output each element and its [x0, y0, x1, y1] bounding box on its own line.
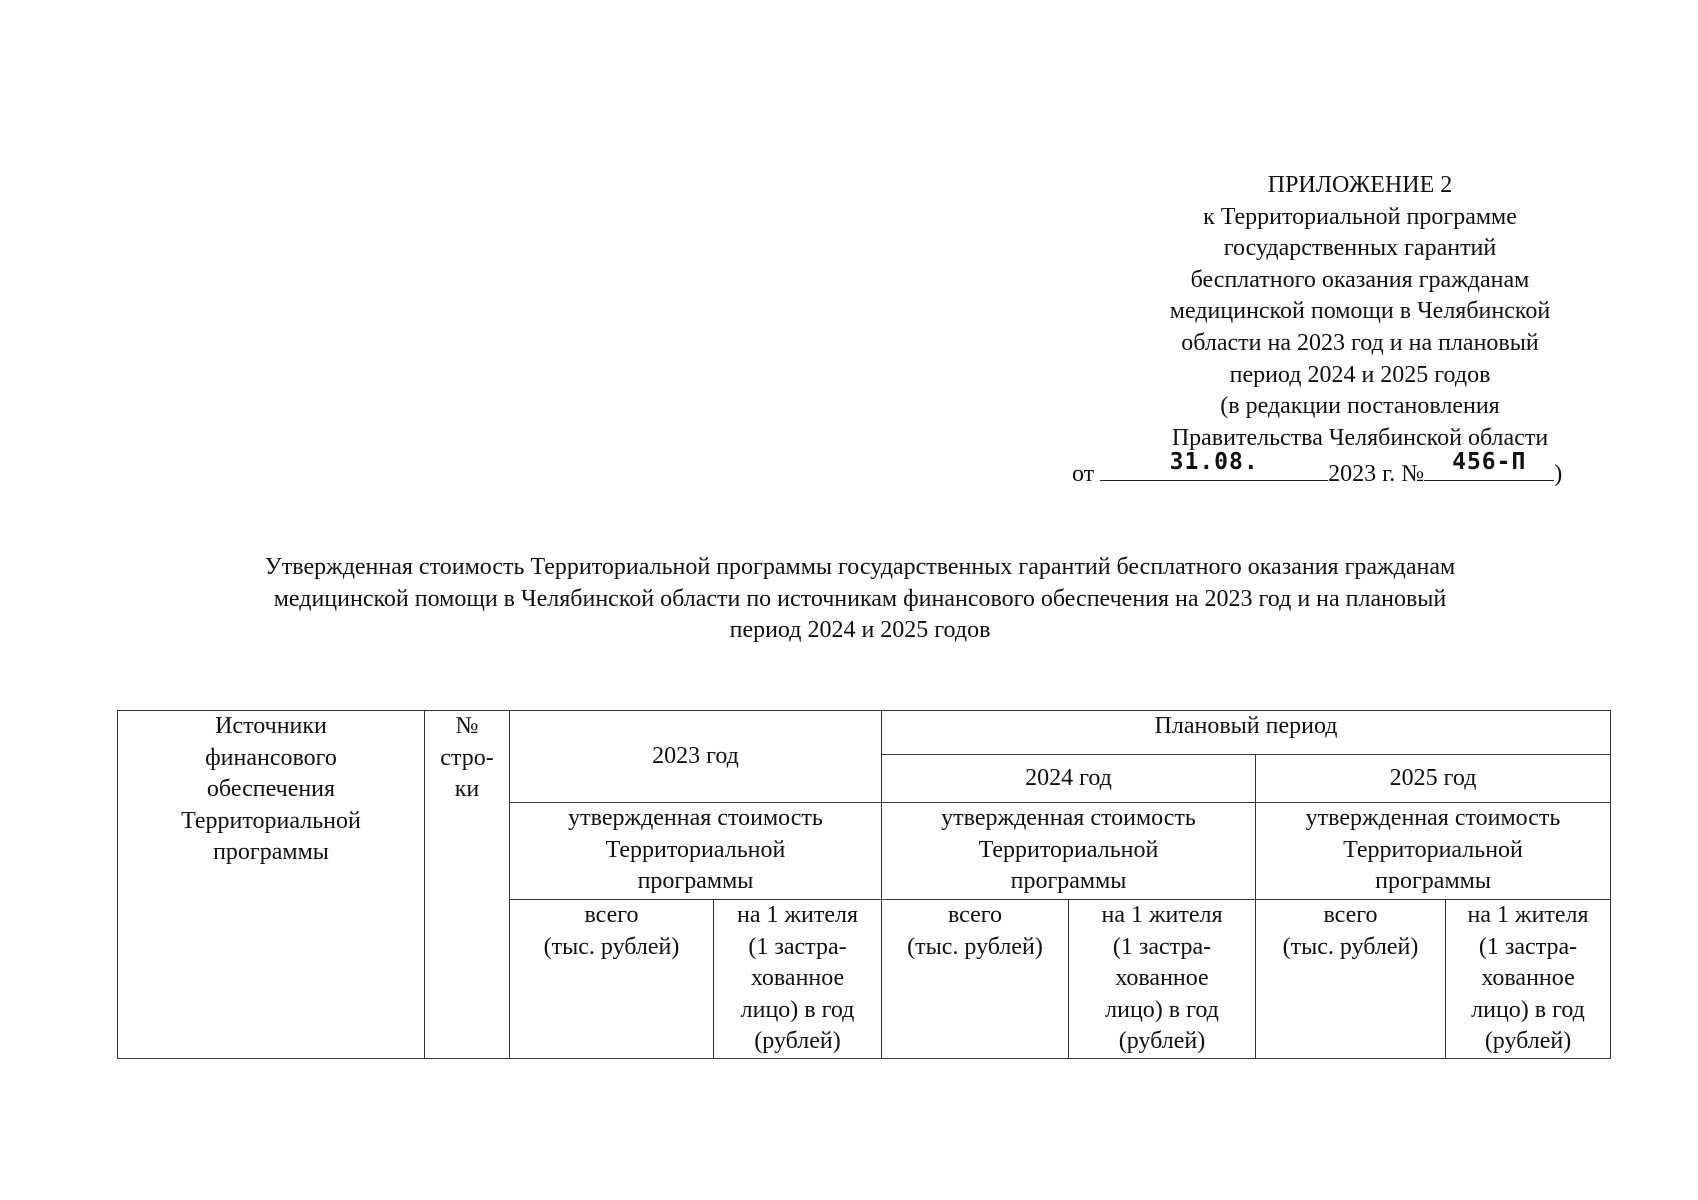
header-approved-cost-2024: утвержденная стоимость Территориальной программы [882, 803, 1256, 900]
document-title [100, 552, 1620, 647]
header-row-number: № стро- ки [425, 711, 510, 1059]
decree-suffix: ) [1554, 461, 1563, 488]
header-year-2024: 2024 год [882, 755, 1256, 803]
appendix-line: период 2024 и 2025 годов [1229, 361, 1491, 388]
appendix-line: государственных гарантий [1223, 235, 1497, 262]
header-approved-cost-2023: утвержденная стоимость Территориальной программы [510, 803, 882, 900]
cost-table [117, 710, 1611, 1059]
appendix-line: бесплатного оказания гражданам [1190, 266, 1530, 293]
title-line: Утвержденная стоимость Территориальной программы государственных гарантий бесплатного оказания гражданам [264, 554, 1456, 580]
appendix-line: Правительства Челябинской области [1171, 424, 1549, 451]
header-year-2025: 2025 год [1256, 755, 1611, 803]
header-total-2023: всего (тыс. рублей) [510, 900, 714, 1059]
header-per-resident-2025: на 1 жителя (1 застра- хованное лицо) в год (рублей) [1446, 900, 1611, 1059]
decree-date: 31.08. [1169, 449, 1259, 476]
title-line: медицинской помощи в Челябинской области по источникам финансового обеспечения на 2023 год и на плановый [273, 585, 1447, 612]
appendix-line: к Территориальной программе [1203, 203, 1517, 230]
decree-date-field [1100, 449, 1328, 481]
header-row [118, 711, 1611, 755]
title-line: период 2024 и 2025 годов [729, 617, 991, 643]
header-approved-cost-2025: утвержденная стоимость Территориальной программы [1256, 803, 1611, 900]
header-per-resident-2023: на 1 жителя (1 застра- хованное лицо) в год (рублей) [714, 900, 882, 1059]
header-sources: Источники финансового обеспечения Территориальной программы [118, 711, 425, 1059]
appendix-line: медицинской помощи в Челябинской [1169, 298, 1551, 325]
appendix-line: (в редакции постановления [1220, 393, 1500, 420]
appendix-line: ПРИЛОЖЕНИЕ 2 [1267, 172, 1453, 198]
header-planned-period: Плановый период [882, 711, 1611, 755]
header-per-resident-2024: на 1 жителя (1 застра- хованное лицо) в год (рублей) [1069, 900, 1256, 1059]
appendix-line: области на 2023 год и на плановый [1181, 329, 1539, 356]
decree-year: 2023 г. № [1328, 461, 1425, 488]
header-total-2025: всего (тыс. рублей) [1256, 900, 1446, 1059]
appendix-header [1040, 170, 1680, 491]
header-total-2024: всего (тыс. рублей) [882, 900, 1069, 1059]
decree-line [1072, 449, 1680, 491]
header-year-2023: 2023 год [510, 711, 882, 803]
decree-prefix: от [1072, 461, 1095, 488]
decree-number-field [1424, 449, 1554, 481]
decree-number: 456-П [1452, 449, 1527, 476]
